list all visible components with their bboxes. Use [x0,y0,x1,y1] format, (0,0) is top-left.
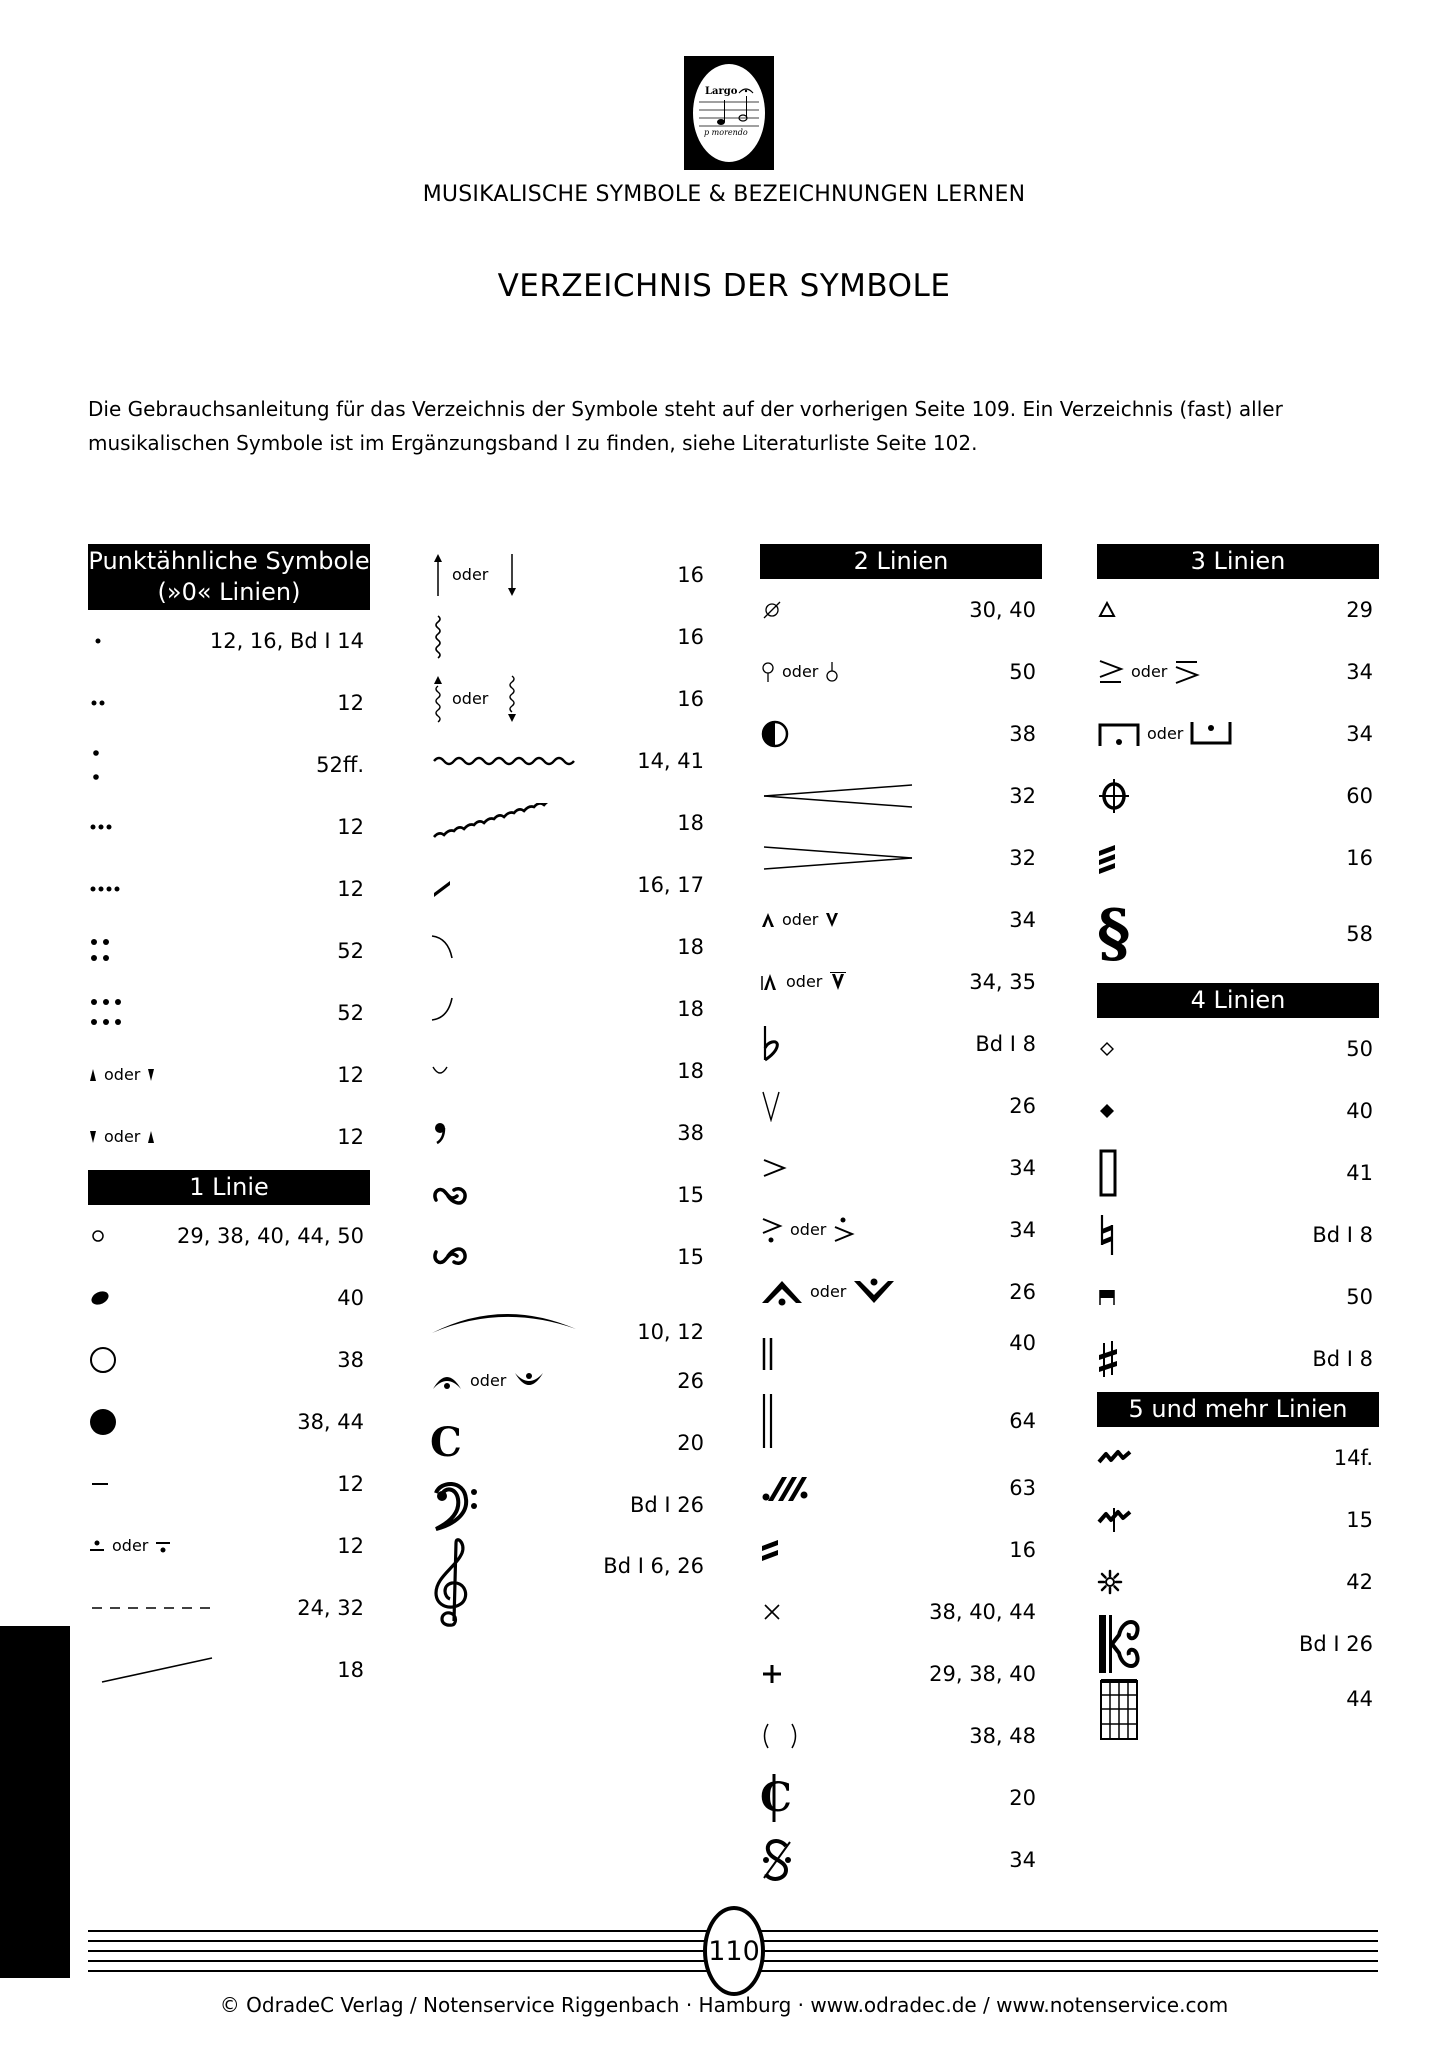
logo-text-morendo: p morendo [704,128,748,137]
filled-circle-icon [88,1407,118,1437]
oder-label: oder [782,910,819,929]
accent-overline-icon [1173,659,1201,685]
publisher-logo [684,56,774,170]
list-item [760,1457,1042,1519]
small-curve-icon [430,1061,450,1081]
arrow-up-icon [430,552,446,598]
page-ref: 34 [1009,908,1036,932]
list-item [430,792,710,854]
portato-below-icon [154,1536,172,1556]
list-item [1097,889,1379,979]
page-ref: 38 [677,1121,704,1145]
oder-label: oder [104,1127,141,1146]
double-dot-icon [88,693,112,713]
page-ref: 26 [1009,1094,1036,1118]
pedal-release-icon [1097,1569,1123,1595]
tremolo-triple-icon [1097,841,1117,875]
wedge-up-icon [88,1067,98,1083]
page-ref: 34 [1009,1848,1036,1872]
page-ref: 38, 48 [969,1724,1036,1748]
arpeggio-down-icon [504,674,520,724]
section-header-punkt [88,544,370,610]
open-circle-icon [88,1345,118,1375]
list-item [88,982,370,1044]
circle-stem-up-icon [824,660,840,684]
list-item [88,796,370,858]
arrow-down-icon [504,552,520,598]
dot-icon [88,631,108,651]
repeat-slashes-icon [760,1473,810,1503]
page-ref: 16, 17 [637,873,704,897]
rest-block-icon [1097,1285,1117,1309]
cross-icon [760,1600,784,1624]
wedge-up-icon [146,1129,156,1145]
logo-oval [693,64,765,162]
doit-curve-icon [430,994,456,1024]
oder-label: oder [810,1282,847,1301]
treble-clef-icon [430,1537,476,1629]
filled-diamond-icon [1097,1099,1117,1123]
list-item [760,703,1042,765]
list-item [430,1474,710,1536]
page-ref: 12 [337,691,364,715]
page-ref: 20 [1009,1786,1036,1810]
list-item [1097,641,1379,703]
page-ref: 29, 38, 40, 44, 50 [176,1224,364,1248]
column-1 [88,544,370,1701]
slur-arc-icon [430,1301,580,1337]
crescendo-hairpin-icon [760,782,916,810]
accent-staccato-below-icon [760,1216,784,1244]
page-ref: 41 [1346,1161,1373,1185]
plus-icon [760,1662,784,1686]
page-ref: 52 [337,1001,364,1025]
six-dot-grid-icon [88,996,128,1030]
page-ref: 26 [1009,1280,1036,1304]
oder-label: oder [452,565,489,584]
list-item [760,1385,1042,1457]
marcato-up-icon [760,911,776,929]
oder-label: oder [112,1536,149,1555]
list-item [430,1288,710,1350]
oder-label: oder [104,1065,141,1084]
page-ref: Bd I 26 [629,1493,704,1517]
list-item [430,1164,710,1226]
breath-mark-icon [430,1119,450,1147]
glissando-line-icon [88,1652,218,1688]
page-ref: 15 [1346,1508,1373,1532]
intro-paragraph: Die Gebrauchsanleitung für das Verzeichnis der Symbole steht auf der vorherigen Seite 109. Ein Verzeichnis (fast) aller musikalischen Symbole ist im Ergänzungsband I zu finden, siehe Literaturliste Seite 102. [88,397,1283,455]
column-2 [430,544,710,1630]
oder-label: oder [782,662,819,681]
page-ref: 26 [677,1369,704,1393]
chord-grid-icon [1097,1677,1143,1743]
page-ref: Bd I 8 [1312,1223,1373,1247]
page-ref: 16 [1346,846,1373,870]
accent-underline-icon [1097,659,1125,685]
small-circle-icon [88,1226,108,1246]
decrescendo-hairpin-icon [760,844,916,872]
page-ref: 18 [677,1059,704,1083]
page-ref: 20 [677,1431,704,1455]
list-item [88,1205,370,1267]
list-item [760,1705,1042,1767]
page-ref: 32 [1009,846,1036,870]
triangle-icon [1097,600,1117,620]
bow-up-fermata-icon [760,1277,804,1307]
oder-label: oder [452,689,489,708]
page-ref: 16 [677,563,704,587]
list-item [430,1350,710,1412]
page-ref: 64 [1009,1409,1036,1433]
list-item [430,1226,710,1288]
coda-icon [1097,778,1131,814]
page-ref: 12 [337,1472,364,1496]
bass-clef-icon [430,1479,480,1531]
oder-label: oder [1147,724,1184,743]
portato-icon [88,1536,106,1556]
page-ref: 50 [1009,660,1036,684]
list-item [1097,1266,1379,1328]
list-item [1097,1080,1379,1142]
list-item [1097,1551,1379,1613]
oder-label: oder [1131,662,1168,681]
page-ref: 50 [1346,1285,1373,1309]
list-item [760,1643,1042,1705]
list-item [760,1013,1042,1075]
page-ref: 38, 44 [297,1410,364,1434]
list-item [88,1044,370,1106]
page-number: 110 [703,1906,765,1996]
series-heading: MUSIKALISCHE SYMBOLE & BEZEICHNUNGEN LERNEN [422,182,1026,207]
inverted-mordent-icon [1097,1506,1133,1534]
page-ref: 18 [337,1658,364,1682]
page-ref: 52ff. [316,753,364,777]
list-item [88,734,370,796]
list-item [1097,1489,1379,1551]
slashed-circle-icon [760,598,784,622]
page-ref: 58 [1346,922,1373,946]
page-ref: 18 [677,997,704,1021]
page-ref: 42 [1346,1570,1373,1594]
list-item [760,889,1042,951]
section-title-line2: (»0« Linien) [157,578,301,606]
page-ref: 18 [677,811,704,835]
tremolo-double-icon [760,1536,780,1564]
square-fermata-icon [1097,720,1141,748]
list-item [1097,1613,1379,1675]
list-item [1097,1142,1379,1204]
page-ref: 38 [337,1348,364,1372]
list-item [760,1137,1042,1199]
marcato-up-bar-icon [760,972,780,992]
list-item [1097,579,1379,641]
list-item [430,978,710,1040]
list-item [430,668,710,730]
page-ref: 14, 41 [637,749,704,773]
page-ref: 32 [1009,784,1036,808]
section-header-2-linien: 2 Linien [760,544,1042,579]
list-item [1097,1204,1379,1266]
page-ref: 12 [337,1534,364,1558]
list-item [1097,1675,1379,1745]
page-ref: 16 [1009,1538,1036,1562]
fall-curve-icon [430,932,456,962]
list-item [430,544,710,606]
marcato-down-bar-icon [828,972,848,992]
arpeggio-up-icon [430,674,446,724]
marcato-down-icon [824,911,840,929]
accent-staccato-above-icon [832,1216,856,1244]
oder-label: oder [470,1371,507,1390]
page-ref: Bd I 26 [1298,1632,1373,1656]
section-title-line1: Punktähnliche Symbole [88,547,370,575]
sharp-icon [1097,1339,1119,1379]
natural-icon [1097,1213,1117,1257]
section-header-3-linien: 3 Linien [1097,544,1379,579]
list-item [760,765,1042,827]
page-ref: 12 [337,1125,364,1149]
page-ref: 34 [1009,1156,1036,1180]
slash-stroke-icon [430,873,454,897]
list-item [88,672,370,734]
page-ref: 40 [337,1286,364,1310]
list-item [430,730,710,792]
list-item [88,1329,370,1391]
list-item [88,1267,370,1329]
wedge-down-icon [146,1067,156,1083]
section-header-4-linien: 4 Linien [1097,983,1379,1018]
section-header-1-linie: 1 Linie [88,1170,370,1205]
list-item [760,641,1042,703]
page-ref: 12 [337,877,364,901]
list-item [1097,1427,1379,1489]
list-item [760,1261,1042,1323]
wedge-down-icon [88,1129,98,1145]
open-diamond-icon [1097,1037,1117,1061]
triple-dot-icon [88,817,120,837]
breve-box-icon [1097,1147,1121,1199]
footer-credits: © OdradeC Verlag / Notenservice Riggenbach · Hamburg · www.odradec.de / www.notenservice.com [219,1993,1229,2017]
page-ref: 24, 32 [297,1596,364,1620]
square-fermata-inverted-icon [1189,720,1233,748]
page-ref: 60 [1346,784,1373,808]
cut-time-icon: C [760,1774,792,1821]
list-item [430,854,710,916]
logo-text-largo: Largo [705,86,738,97]
accent-icon [760,1157,788,1179]
section-header-5-linien: 5 und mehr Linien [1097,1392,1379,1427]
list-item [1097,703,1379,765]
tall-double-bar-icon [760,1392,776,1450]
page-ref: Bd I 6, 26 [603,1554,704,1578]
turn-icon [430,1182,470,1208]
list-item [760,1199,1042,1261]
page-ref: 40 [1009,1331,1036,1355]
list-item [430,606,710,668]
double-bar-icon [760,1336,776,1372]
page-ref: 38, 40, 44 [929,1600,1036,1624]
alto-clef-icon [1097,1613,1141,1675]
list-item [430,916,710,978]
page-ref: 52 [337,939,364,963]
list-item [1097,765,1379,827]
page-ref: Bd I 8 [1312,1347,1373,1371]
page-ref: 12, 16, Bd I 14 [209,629,364,653]
page-ref: 18 [677,935,704,959]
list-item [88,858,370,920]
page-ref: 16 [677,625,704,649]
list-item [88,1577,370,1639]
trill-wave-icon [430,751,580,771]
linie1-list [88,1205,370,1701]
segno-icon [760,1838,794,1882]
half-filled-circle-icon [760,719,790,749]
list-item [1097,1018,1379,1080]
wavy-vertical-icon [430,614,446,660]
list-item [88,1391,370,1453]
list-item [430,1412,710,1474]
page-ref: 15 [677,1183,704,1207]
oder-label: oder [786,972,823,991]
page-ref: Bd I 8 [975,1032,1036,1056]
column-4 [1097,544,1379,1745]
quadruple-dot-icon [88,879,128,899]
list-item [88,1453,370,1515]
list-item [760,1323,1042,1385]
page-ref: 50 [1346,1037,1373,1061]
list-item [760,1829,1042,1891]
list-item [88,1639,370,1701]
page-ref: 29, 38, 40 [929,1662,1036,1686]
punkt-list [88,610,370,1168]
list-item [1097,827,1379,889]
list-item [760,1767,1042,1829]
tenuto-line-icon [88,1474,112,1494]
bow-down-fermata-icon [852,1277,896,1307]
flat-icon [760,1024,782,1064]
list-item [430,1536,710,1630]
page-ref: 34 [1346,722,1373,746]
inverted-fermata-icon [512,1369,546,1393]
list-item [88,1515,370,1577]
rising-wave-icon [430,803,560,843]
oval-notehead-icon [88,1287,114,1309]
v-sign-icon [760,1090,782,1122]
page-ref: 12 [337,815,364,839]
page-ref: 34 [1009,1218,1036,1242]
page-ref: 38 [1009,722,1036,746]
fermata-icon [430,1369,464,1393]
list-item [760,827,1042,889]
section-sign-icon: § [1097,896,1131,971]
page-ref: 16 [677,687,704,711]
page-ref: 14f. [1333,1446,1373,1470]
column-3 [760,544,1042,1891]
page-title: VERZEICHNIS DER SYMBOLE [497,268,951,304]
page-ref: 63 [1009,1476,1036,1500]
page-ref: 34, 35 [969,970,1036,994]
list-item [88,610,370,672]
list-item [1097,1328,1379,1390]
page-ref: 12 [337,1063,364,1087]
list-item [430,1102,710,1164]
page-ref: 15 [677,1245,704,1269]
oder-label: oder [790,1220,827,1239]
list-item [760,1519,1042,1581]
vertical-double-dot-icon [88,747,108,783]
page-ref: 34 [1346,660,1373,684]
mordent-icon [1097,1448,1133,1468]
common-time-icon: C [430,1419,462,1466]
list-item [760,1581,1042,1643]
list-item [88,1106,370,1168]
parentheses-icon [760,1722,800,1750]
list-item [760,951,1042,1013]
page-ref: 10, 12 [637,1320,704,1344]
list-item [760,579,1042,641]
list-item [88,920,370,982]
four-dot-square-icon [88,936,118,966]
list-item [430,1040,710,1102]
inverted-turn-icon [430,1244,470,1270]
page-ref: 29 [1346,598,1373,622]
page-ref: 44 [1346,1687,1373,1711]
circle-stem-down-icon [760,660,776,684]
page-ref: 40 [1346,1099,1373,1123]
page-ref: 30, 40 [969,598,1036,622]
thumb-index-bar [0,1626,70,1978]
list-item [760,1075,1042,1137]
dashed-line-icon [88,1601,218,1615]
